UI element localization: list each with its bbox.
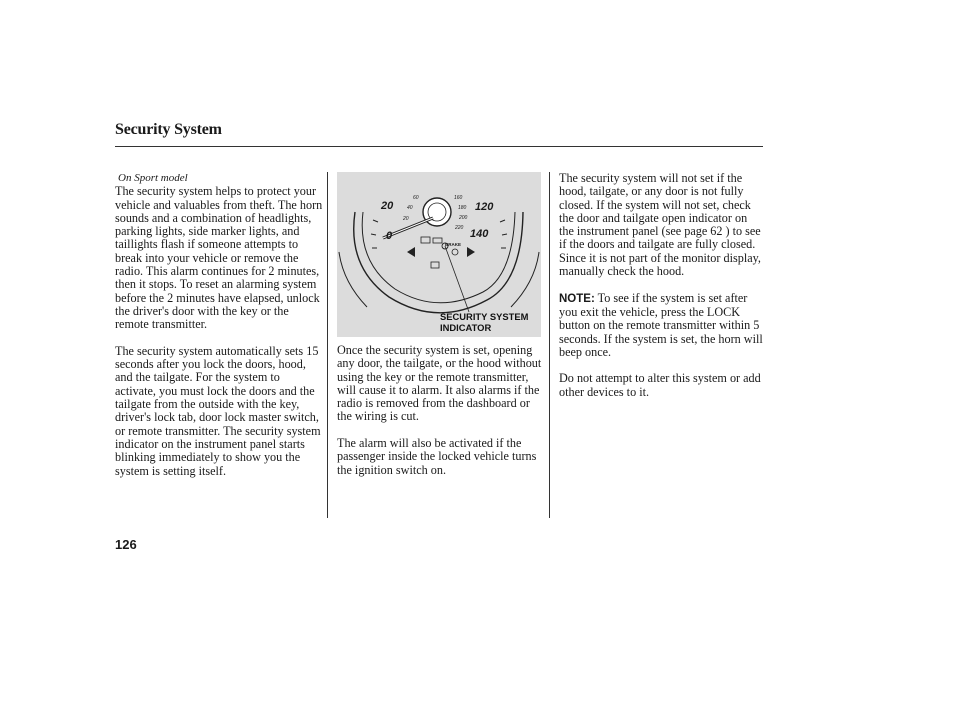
- paragraph: The security system will not set if the hood, tailgate, or any door is not fully closed. If the system will not set, check the door and tailgate open indicator on the instrument panel (see page 62 ) to see if the doors and tailgate are fully closed. Since it is not part of the monitor display, manually check the hood.: [559, 171, 761, 279]
- gauge-small-label: 180: [458, 205, 467, 211]
- gauge-label: 140: [470, 228, 489, 240]
- paragraph: The security system helps to protect your vehicle and valuables from theft. The horn sounds and a combination of headlights, parking lights, side marker lights, and taillights flash if someone attempts to break into your vehicle or remove the radio. This alarm continues for 2 minutes, then it stops. To reset an alarming system before the 2 minutes have elapsed, unlock the driver's door with the key or the remote transmitter.: [115, 184, 323, 332]
- gauge-small-label: 20: [403, 216, 409, 222]
- model-note: On Sport model: [118, 172, 188, 184]
- gauge-small-label: 40: [407, 205, 413, 211]
- caption-line: SECURITY SYSTEM: [440, 311, 529, 322]
- paragraph: The alarm will also be activated if the passenger inside the locked vehicle turns the ignition switch on.: [337, 436, 537, 477]
- column-divider: [549, 172, 550, 518]
- gauge-label: 0: [386, 230, 393, 242]
- column-3: [559, 172, 765, 412]
- gauge-small-label: 60: [413, 195, 419, 201]
- gauge-label: 120: [475, 201, 494, 213]
- section-title: Security System: [115, 121, 222, 138]
- paragraph: Do not attempt to alter this system or add other devices to it.: [559, 371, 761, 399]
- note-paragraph: [559, 292, 765, 359]
- column-divider: [327, 172, 328, 518]
- gauge-small-label: 160: [454, 195, 463, 201]
- page-number: 126: [115, 537, 137, 552]
- brake-indicator-label: BRAKE: [445, 242, 462, 247]
- column-2: [337, 172, 543, 490]
- gauge-label: 20: [381, 200, 394, 212]
- caption-line: INDICATOR: [440, 322, 492, 333]
- note-label: NOTE:: [559, 292, 595, 305]
- figure-caption: [440, 311, 528, 333]
- gauge-small-label: 220: [455, 225, 464, 231]
- instrument-panel-figure: [337, 172, 541, 337]
- paragraph: The security system automatically sets 15 seconds after you lock the doors, hood, and the tailgate. For the system to activate, you must lock the doors and the tailgate from the outside with the key, driver's lock tab, door lock master switch, or remote transmitter. The security system indicator on the instrument panel starts blinking immediately to show you the system is setting itself.: [115, 343, 321, 478]
- column-1: [115, 172, 323, 491]
- paragraph: Once the security system is set, opening any door, the tailgate, or the hood without using the key or the remote transmitter, will cause it to alarm. It also alarms if the radio is removed from the dashboard or the wiring is cut.: [337, 343, 542, 424]
- gauge-small-label: 200: [459, 215, 468, 221]
- title-rule: [115, 146, 763, 147]
- note-text: To see if the system is set after you exit the vehicle, press the LOCK button on the remote transmitter within 5 seconds. If the system is set, the horn will beep once.: [559, 290, 763, 359]
